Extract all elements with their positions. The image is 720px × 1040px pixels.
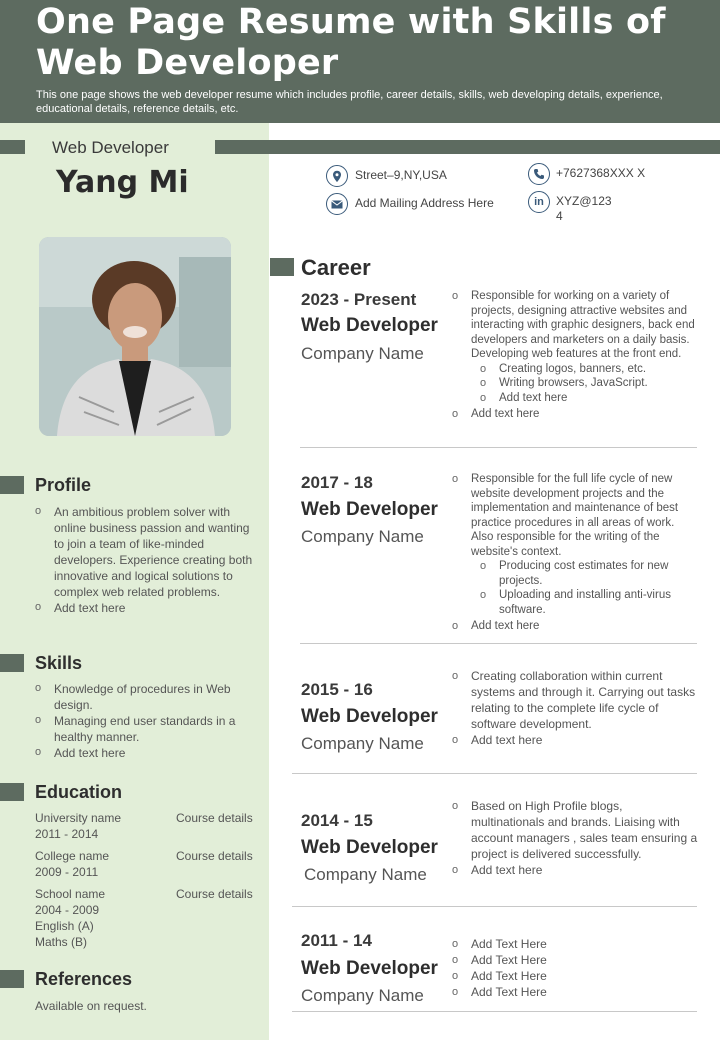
job-date: 2015 - 16 — [301, 680, 373, 699]
header-banner — [0, 0, 720, 123]
edu-name: College name — [35, 849, 110, 863]
list-item: o Responsible for working on a variety of projects, designing attractive websites and interacting with graphic designers, back end developers and marketers on a daily basis. Developing web features at the front end. — [452, 289, 698, 362]
contact-address: Street–9,NY,USA — [355, 168, 447, 182]
edu-grade: Maths (B) — [35, 935, 88, 949]
list-item: o Add text here — [480, 391, 698, 406]
edu-years: 2009 - 2011 — [35, 865, 99, 879]
list-item: o An ambitious problem solver with online business passion and wanting to join a team of like-minded developers. Experience creating both innovative and logical solutions to complex web related problems. — [35, 504, 255, 600]
list-item: o Add text here — [452, 862, 698, 878]
phone-icon — [528, 163, 550, 185]
profile-photo — [39, 237, 231, 436]
edu-details: Course details — [176, 887, 253, 901]
page-title: One Page Resume with Skills of Web Developer — [36, 2, 666, 83]
job-company: Company Name — [301, 734, 424, 753]
person-role: Web Developer — [52, 138, 169, 157]
education-bar — [0, 783, 24, 801]
job-company: Company Name — [301, 344, 424, 363]
divider — [292, 1011, 697, 1012]
job-date: 2023 - Present — [301, 290, 417, 309]
list-item: o Add text here — [452, 407, 698, 422]
contact-linkedin[interactable]: XYZ@123 4 — [556, 194, 612, 223]
job-duties — [452, 472, 698, 634]
person-name: Yang Mi — [56, 165, 189, 200]
role-bar-left — [0, 140, 25, 154]
job-duties — [452, 289, 698, 422]
list-item: o Producing cost estimates for new projects. — [480, 559, 698, 588]
divider — [300, 643, 697, 644]
list-item: o Add Text Here — [452, 952, 698, 968]
job-duties — [452, 936, 698, 1000]
list-item: o Creating collaboration within current systems and through it. Carrying out tasks relating to the complete life cycle of software development. — [452, 668, 698, 732]
job-date: 2014 - 15 — [301, 811, 373, 830]
job-title: Web Developer — [301, 499, 438, 520]
page-subtitle: This one page shows the web developer resume which includes profile, career details, skills, web developing details, experience, educational details, reference details, etc. — [36, 89, 663, 115]
edu-name: University name — [35, 811, 122, 825]
skills-heading: Skills — [35, 653, 83, 673]
edu-details: Course details — [176, 811, 253, 825]
profile-bar — [0, 476, 24, 494]
sub-list — [480, 362, 698, 406]
divider — [292, 773, 697, 774]
list-item: o Writing browsers, JavaScript. — [480, 376, 698, 391]
edu-name: School name — [35, 887, 106, 901]
references-heading: References — [35, 969, 133, 989]
skills-list — [35, 681, 260, 761]
edu-years: 2011 - 2014 — [35, 827, 99, 841]
edu-grade: English (A) — [35, 919, 94, 933]
sub-list — [480, 559, 698, 617]
edu-university — [35, 810, 121, 842]
linkedin-icon: in — [528, 191, 550, 213]
job-title: Web Developer — [301, 837, 438, 858]
profile-heading: Profile — [35, 475, 92, 495]
job-date: 2011 - 14 — [301, 931, 372, 950]
location-icon — [326, 165, 348, 187]
list-item: o Add Text Here — [452, 968, 698, 984]
list-item: o Add text here — [35, 745, 260, 761]
job-company: Company Name — [301, 986, 424, 1005]
references-bar — [0, 970, 24, 988]
career-heading: Career — [301, 255, 371, 280]
list-item: o Uploading and installing anti-virus software. — [480, 588, 698, 617]
edu-school — [35, 886, 105, 950]
list-item: o Add Text Here — [452, 984, 698, 1000]
list-item: o Add text here — [452, 732, 698, 748]
list-item: o Based on High Profile blogs, multinationals and brands. Liaising with account managers , sales team ensuring a project is delivered successfully. — [452, 798, 698, 862]
mail-icon — [326, 193, 348, 215]
divider — [300, 447, 697, 448]
edu-details: Course details — [176, 849, 253, 863]
job-title: Web Developer — [301, 315, 438, 336]
list-item: o Add Text Here — [452, 936, 698, 952]
job-duties — [452, 668, 698, 748]
contact-email[interactable]: Add Mailing Address Here — [355, 196, 494, 210]
list-item: o Creating logos, banners, etc. — [480, 362, 698, 377]
education-heading: Education — [35, 782, 123, 802]
job-company: Company Name — [304, 865, 427, 884]
job-duties — [452, 798, 698, 878]
list-item: o Managing end user standards in a healthy manner. — [35, 713, 260, 745]
edu-college — [35, 848, 109, 880]
role-bar-right — [215, 140, 720, 154]
edu-years: 2004 - 2009 — [35, 903, 100, 917]
list-item: o Add text here — [452, 619, 698, 634]
job-date: 2017 - 18 — [301, 473, 373, 492]
list-item: o Knowledge of procedures in Web design. — [35, 681, 260, 713]
job-title: Web Developer — [301, 958, 438, 979]
divider — [292, 906, 697, 907]
job-company: Company Name — [301, 527, 424, 546]
references-text: Available on request. — [35, 999, 147, 1013]
list-item: o Add text here — [35, 600, 255, 616]
profile-list — [35, 504, 255, 616]
contact-phone[interactable]: +7627368XXX X — [556, 166, 646, 180]
list-item: o Responsible for the full life cycle of new website development projects and the implementation and maintenance of best practice procedures in all areas of work. Also responsible for the writing of the website's context. — [452, 472, 698, 559]
career-bar — [270, 258, 294, 276]
job-title: Web Developer — [301, 706, 438, 727]
skills-bar — [0, 654, 24, 672]
